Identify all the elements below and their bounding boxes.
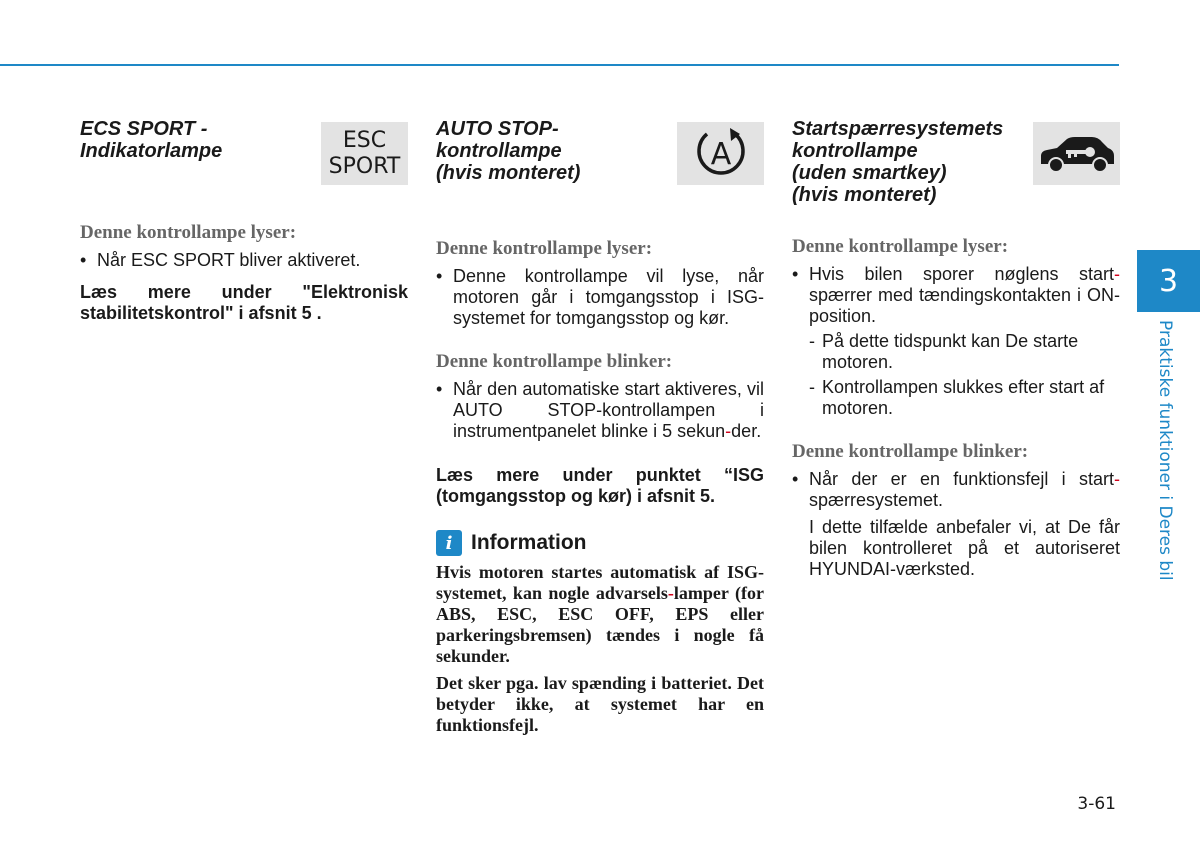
hyphen: - — [1114, 469, 1120, 489]
title-line: kontrollampe — [436, 140, 562, 162]
column-auto-stop — [436, 118, 764, 742]
chapter-number-tab: 3 — [1137, 250, 1200, 312]
dash-item — [792, 331, 1120, 373]
section-header — [80, 118, 408, 218]
blinks-heading: Denne kontrollampe blinker: — [436, 351, 673, 372]
text-run: spærrer med tændingskontakten i ON-position. — [809, 285, 1120, 326]
title-line: Indikatorlampe — [80, 140, 223, 162]
immobilizer-car-key-icon — [1033, 122, 1120, 185]
section-header — [436, 118, 764, 238]
section-title — [436, 118, 656, 184]
information-title: Information — [471, 531, 587, 554]
title-line: (uden smartkey) — [792, 162, 947, 184]
title-line: (hvis monteret) — [792, 184, 937, 206]
bullet-item — [436, 379, 764, 442]
lights-heading: Denne kontrollampe lyser: — [792, 236, 1009, 257]
info-icon: i — [436, 530, 462, 556]
car-key-symbol — [1038, 134, 1116, 174]
bullet-item: • Når ESC SPORT bliver aktiveret. — [80, 250, 408, 271]
text-run: På dette tidspunkt kan De starte motoren. — [822, 331, 1079, 372]
bullet-item: • Denne kontrollampe vil lyse, når motoren går i tomgangsstop i ISG-systemet for tomgangsstop og kør. — [436, 266, 764, 329]
text-run: der. — [731, 421, 762, 441]
body-paragraph: I dette tilfælde anbefaler vi, at De får bilen kontrolleret på et autoriseret HYUNDAI-værksted. — [809, 517, 1120, 579]
column-ecs-sport — [80, 118, 408, 324]
reference-note: Læs mere under punktet “ISG (tomgangsstop og kør) i afsnit 5. — [436, 465, 764, 506]
icon-text: ESC — [342, 127, 387, 153]
text-run: spærresystemet. — [809, 490, 944, 510]
text-run: Når den automatiske start aktiveres, vil AUTO STOP-kontrollampen i instrumentpanelet blinke i 5 sekun — [453, 379, 764, 441]
information-header — [436, 530, 764, 556]
title-line: AUTO STOP- — [436, 118, 559, 140]
auto-stop-symbol — [686, 126, 756, 182]
auto-stop-icon — [677, 122, 764, 185]
dash-item — [792, 377, 1120, 419]
text-run: Kontrollampen slukkes efter start af motoren. — [822, 377, 1105, 418]
column-immobilizer — [792, 118, 1120, 580]
section-header — [792, 118, 1120, 238]
page-number: 3-61 — [1077, 794, 1116, 814]
section-title — [792, 118, 1022, 206]
section-title — [80, 118, 300, 162]
information-paragraph: Det sker pga. lav spænding i batteriet. Det betyder ikke, at systemet har en funktionsfejl. — [436, 673, 764, 735]
text-run: Når der er en funktionsfejl i start — [809, 469, 1114, 489]
reference-note: Læs mere under "Elektronisk stabilitetskontrol" i afsnit 5 . — [80, 282, 408, 323]
information-paragraph — [436, 562, 764, 667]
esc-sport-icon — [321, 122, 408, 185]
blinks-heading: Denne kontrollampe blinker: — [792, 441, 1029, 462]
chapter-title: Praktiske funktioner i Deres bil — [1155, 320, 1175, 581]
text-run: lamper (for ABS, ESC, ESC OFF, EPS eller parkeringsbremsen) tændes i nogle få sekunder. — [436, 583, 764, 666]
title-line: ECS SPORT - — [80, 118, 208, 140]
dash-marker: - — [809, 331, 815, 351]
title-line: Startspærresystemets — [792, 118, 1004, 140]
icon-text: SPORT — [328, 153, 401, 179]
text-run: Hvis bilen sporer nøglens start — [809, 264, 1114, 284]
svg-text:A: A — [710, 136, 731, 172]
dash-marker: - — [809, 377, 815, 397]
bullet-item — [792, 264, 1120, 327]
hyphen: - — [725, 421, 732, 441]
hyphen: - — [667, 583, 674, 603]
lights-heading: Denne kontrollampe lyser: — [436, 238, 653, 259]
text-run: Hvis motoren startes automatisk af ISG-systemet, kan nogle advarsels — [436, 562, 764, 603]
lights-heading: Denne kontrollampe lyser: — [80, 222, 297, 243]
hyphen: - — [1114, 264, 1120, 284]
top-rule — [0, 64, 1119, 66]
bullet-item — [792, 469, 1120, 511]
title-line: (hvis monteret) — [436, 162, 581, 184]
title-line: kontrollampe — [792, 140, 918, 162]
